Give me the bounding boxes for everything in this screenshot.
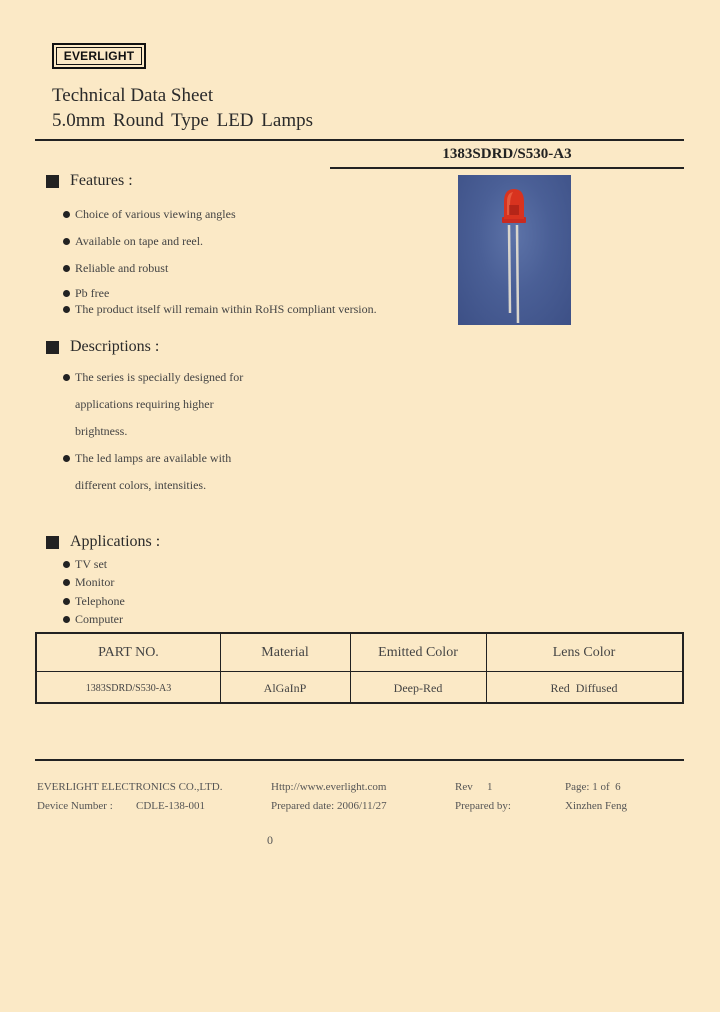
document-subtitle: 5.0mm Round Type LED Lamps <box>52 110 313 131</box>
bullet-icon <box>63 579 70 586</box>
footer-rev-label: Rev <box>455 781 473 793</box>
feature-item <box>63 286 109 301</box>
application-text: Telephone <box>75 594 125 608</box>
descriptions-title: Descriptions : <box>70 338 160 355</box>
part-number-rule <box>330 167 684 169</box>
application-item <box>63 594 125 609</box>
feature-item <box>63 302 377 317</box>
table-row <box>37 672 682 704</box>
descriptions-square-icon <box>46 341 59 354</box>
bullet-icon <box>63 455 70 462</box>
description-text: brightness. <box>75 424 128 438</box>
bullet-icon <box>63 238 70 245</box>
footer-page-number: Page: 1 of 6 <box>565 781 621 793</box>
footer-rule <box>35 759 684 761</box>
led-lamp-image <box>458 175 571 325</box>
part-info-table <box>35 632 684 704</box>
table-cell: Deep-Red <box>393 680 443 695</box>
feature-text: Pb free <box>75 286 110 300</box>
footer-website: Http://www.everlight.com <box>271 781 387 793</box>
feature-text: The product itself will remain within RoHS compliant version. <box>75 302 377 316</box>
application-item <box>63 612 123 627</box>
application-text: TV set <box>75 557 108 571</box>
table-cell: 1383SDRD/S530-A3 <box>85 682 172 694</box>
application-item <box>63 557 107 572</box>
applications-title: Applications : <box>70 533 161 550</box>
footer-prepared-date: Prepared date: 2006/11/27 <box>271 800 387 812</box>
footer-prepared-by-label: Prepared by: <box>455 800 511 812</box>
table-header-cell: Emitted Color <box>378 644 458 660</box>
footer-prepared-by-value: Xinzhen Feng <box>565 800 628 812</box>
description-text: The series is specially designed for <box>75 370 244 384</box>
feature-item <box>63 234 203 249</box>
feature-item <box>63 261 168 276</box>
bullet-icon <box>63 265 70 272</box>
application-text: Computer <box>75 612 123 626</box>
table-header-row <box>37 634 682 671</box>
table-header-cell: Lens Color <box>552 644 616 660</box>
bullet-icon <box>63 290 70 297</box>
part-number-heading: 1383SDRD/S530-A3 <box>442 146 572 162</box>
features-square-icon <box>46 175 59 188</box>
bullet-icon <box>63 211 70 218</box>
bullet-icon <box>63 561 70 568</box>
everlight-logo <box>52 43 146 69</box>
header-rule <box>35 139 684 141</box>
description-text: different colors, intensities. <box>75 478 207 492</box>
applications-square-icon <box>46 536 59 549</box>
bullet-icon <box>63 374 70 381</box>
footer-device-value: CDLE-138-001 <box>136 800 206 812</box>
table-cell: AlGaInP <box>263 680 307 695</box>
table-header-cell: Material <box>261 644 309 660</box>
bullet-icon <box>63 598 70 605</box>
feature-item <box>63 207 236 222</box>
page-marker: 0 <box>267 833 273 847</box>
feature-text: Available on tape and reel. <box>75 234 204 248</box>
footer-rev-value: 1 <box>487 781 493 793</box>
description-text: The led lamps are available with <box>75 451 232 465</box>
table-header-cell: PART NO. <box>98 644 159 660</box>
feature-text: Choice of various viewing angles <box>75 207 236 221</box>
table-cell: Red Diffused <box>550 680 618 695</box>
features-title: Features : <box>70 172 133 189</box>
application-text: Monitor <box>75 575 115 589</box>
description-item <box>63 451 231 466</box>
description-text: applications requiring higher <box>75 397 214 411</box>
footer-device-label: Device Number : <box>37 800 113 812</box>
bullet-icon <box>63 616 70 623</box>
product-photo <box>458 175 571 325</box>
application-item <box>63 575 114 590</box>
footer-company: EVERLIGHT ELECTRONICS CO.,LTD. <box>37 781 223 793</box>
description-item <box>63 370 243 385</box>
document-title: Technical Data Sheet <box>52 85 214 106</box>
logo-text: EVERLIGHT <box>56 47 142 65</box>
bullet-icon <box>63 306 70 313</box>
feature-text: Reliable and robust <box>75 261 169 275</box>
